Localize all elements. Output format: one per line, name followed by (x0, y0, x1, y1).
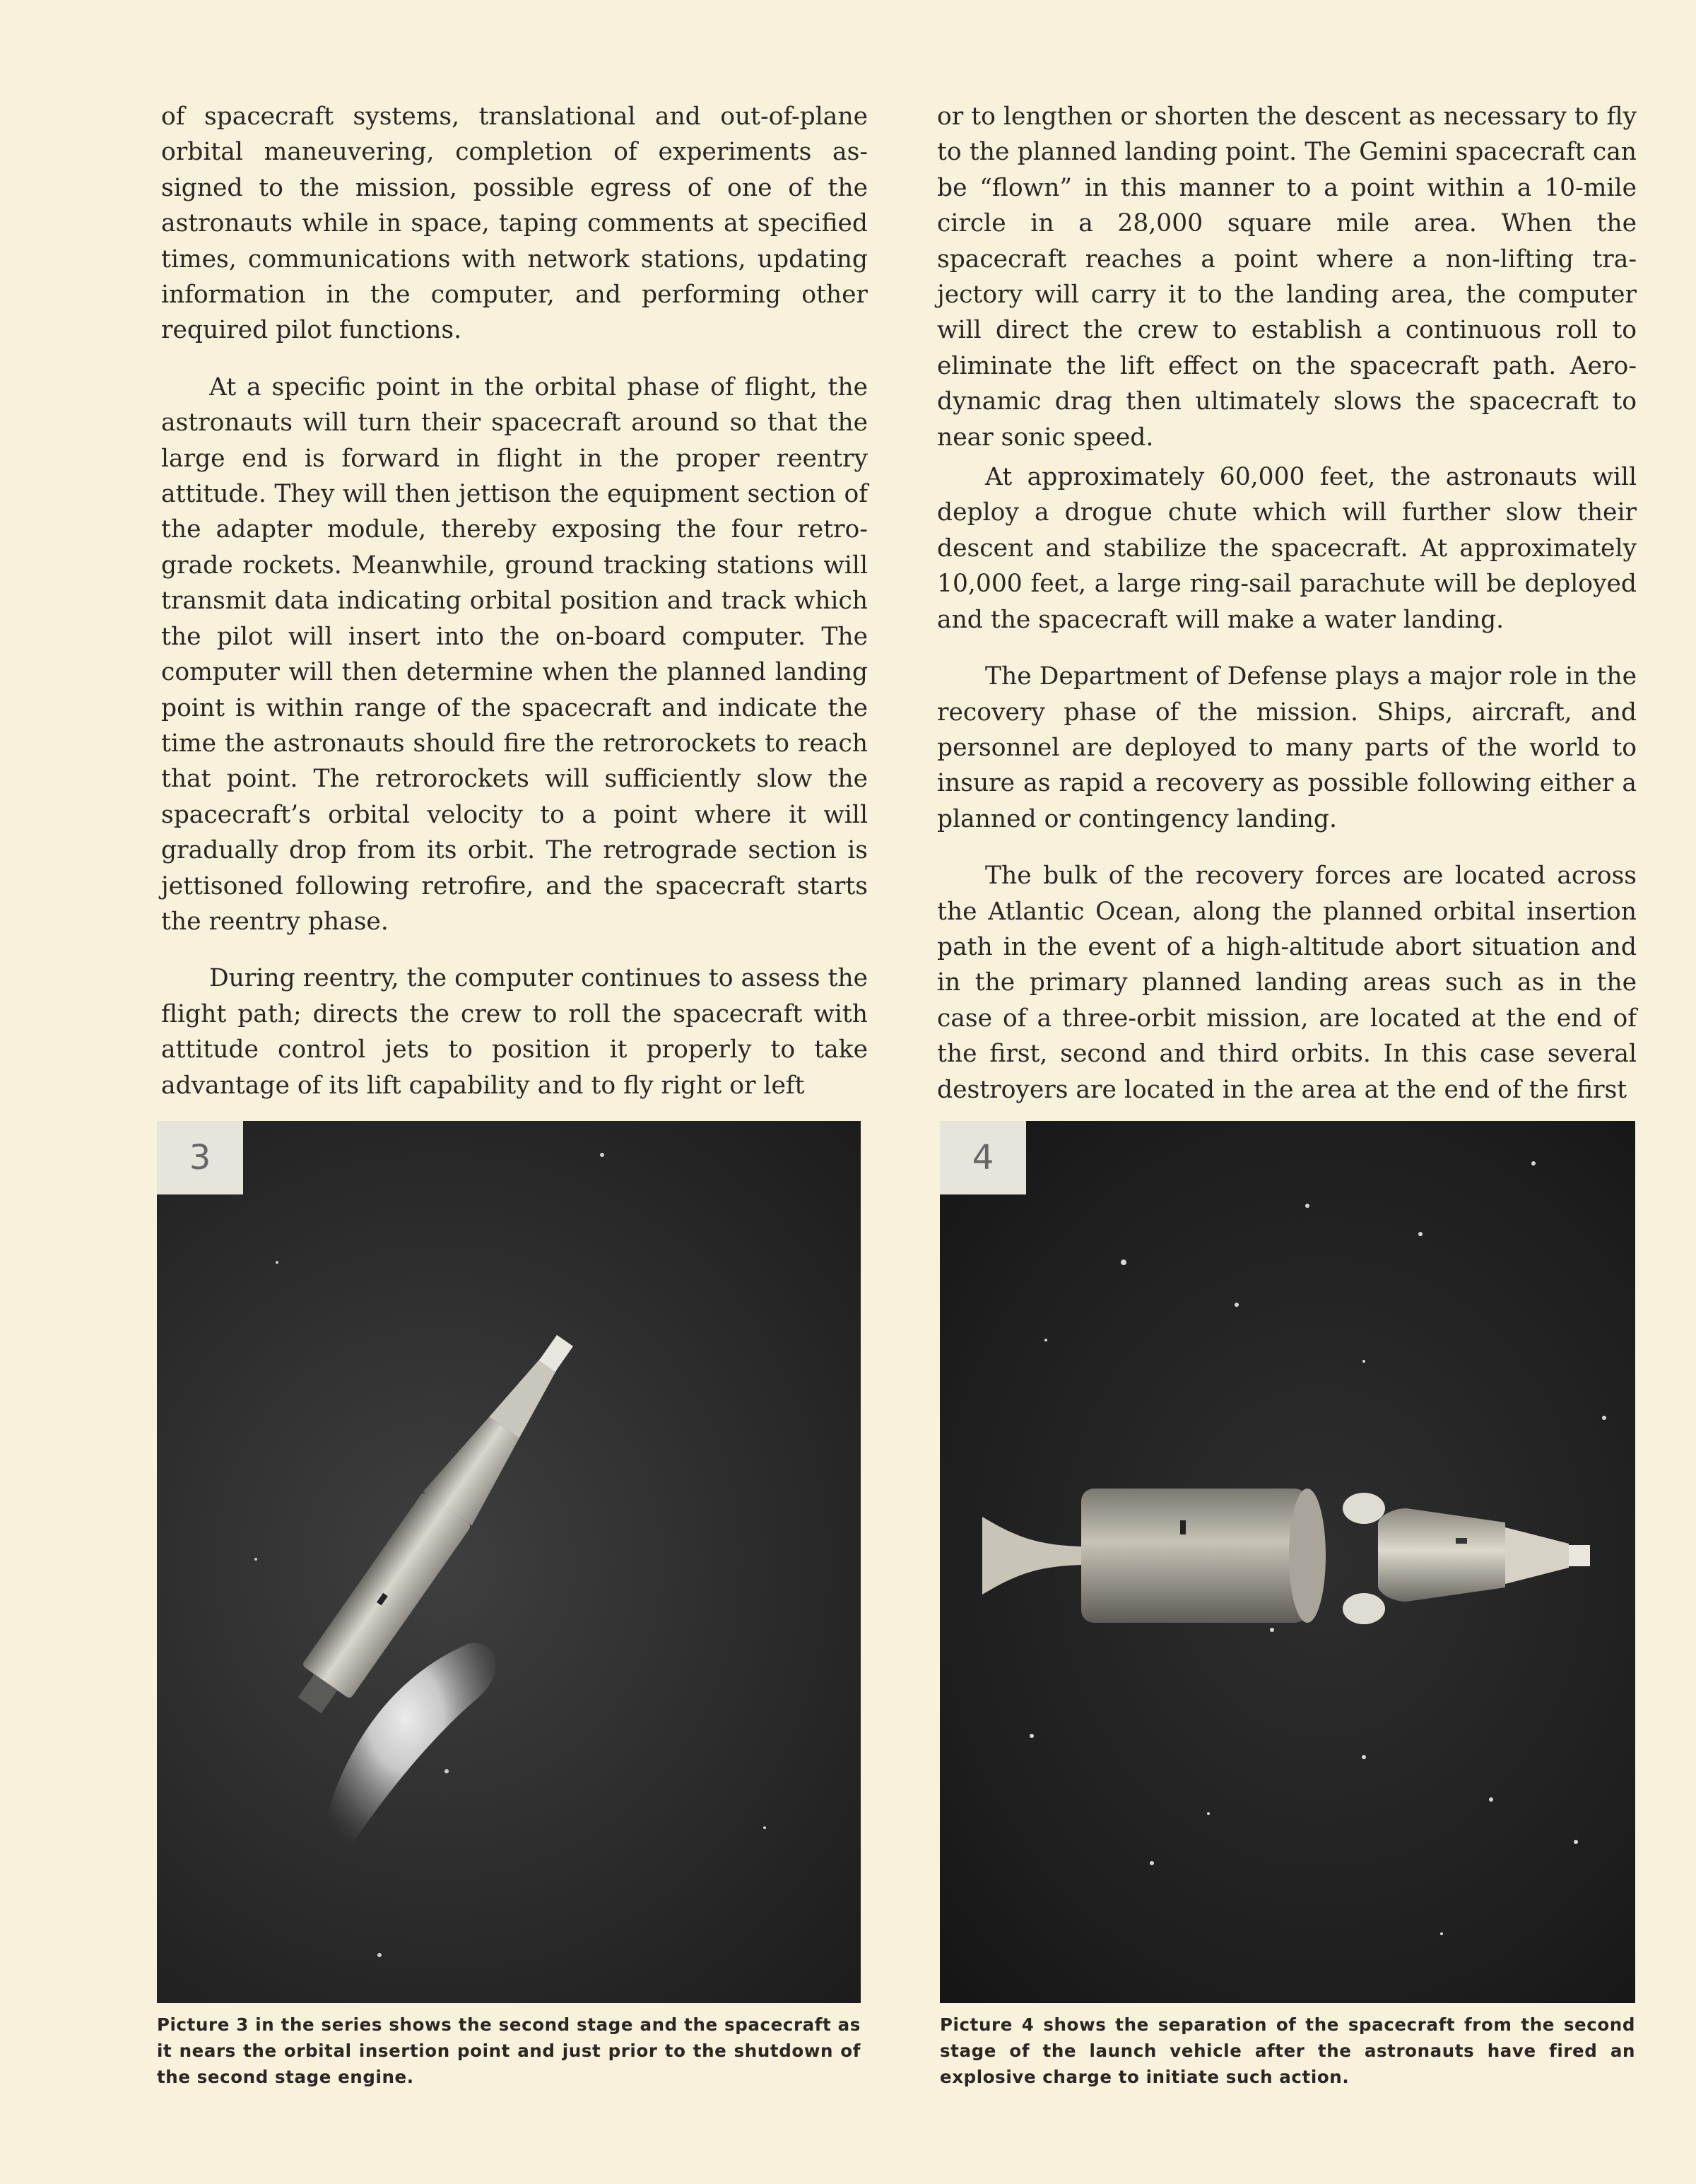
figure-4-caption: Picture 4 shows the separation of the spacecraft from the second stage of the launch vehicle after the astronauts have fired an explosive charge to initiate such action. (940, 2014, 1635, 2087)
figure-3-caption: Picture 3 in the series shows the second stage and the spacecraft as it nears the orbital insertion point and just prior to the shutdown of the second stage engine. (157, 2014, 861, 2087)
right-text-column (937, 99, 1637, 1108)
figure-4-separation-photo (940, 1121, 1635, 2003)
paragraph: The bulk of the recovery forces are located across the Atlantic Ocean, along the planned orbital insertion path in the event of a high-altitude abort situation and in the primary planned landing areas such as in the case of a three-orbit mission, are located at the end of the first, second and third orbits. In this case several destroyers are located in the area at the end of the first (937, 862, 1637, 1104)
paragraph: At approximately 60,000 feet, the astronauts will deploy a drogue chute which will further slow their descent and stabilize the spacecraft. At approximately 10,000 feet, a large ring-sail parachute will be deployed and the spacecraft will make a water landing. (937, 463, 1637, 634)
paragraph: During reentry, the computer continues to assess the flight path; directs the crew to roll the spacecraft with attitude control jets to position it properly to take advantage of its lift capability and to fly right or left (161, 964, 868, 1100)
left-text-column (161, 99, 868, 1103)
rocket-illustration (157, 1121, 861, 2003)
separation-illustration (940, 1121, 1635, 2003)
figure-number-tab: 4 (940, 1121, 1026, 1194)
paragraph: or to lengthen or shorten the descent as necessary to fly to the planned landing point. The Gemini spacecraft can be “flown” in this manner to a point within a 10-mile circle in a 28,000 square mile area. When the spacecraft reaches a point where a non-lifting trajectory will carry it to the landing area, the computer will direct the crew to establish a continuous roll to eliminate the lift effect on the spacecraft path. Aerodynamic drag then ultimately slows the spacecraft to near sonic speed. (937, 102, 1637, 452)
paragraph: of spacecraft systems, translational and out-of-plane orbital maneuvering, completion of experiments assigned to the mission, possible egress of one of the astronauts while in space, taping comments at specified times, communications with network stations, updating information in the computer, and performing other required pilot functions. (161, 102, 868, 345)
paragraph: At a specific point in the orbital phase of flight, the astronauts will turn their spacecraft around so that the large end is forward in flight in the proper reentry attitude. They will then jettison the equipment section of the adapter module, thereby exposing the four retrograde rockets. Meanwhile, ground tracking stations will transmit data indicating orbital position and track which the pilot will insert into the on-board computer. The computer will then determine when the planned landing point is within range of the spacecraft and indicate the time the astronauts should fire the retrorockets to reach that point. The retrorockets will sufficiently slow the spacecraft’s orbital velocity to a point where it will gradually drop from its orbit. The retrograde section is jettisoned following retrofire, and the spacecraft starts the reentry phase. (161, 372, 868, 936)
figure-number-tab: 3 (157, 1121, 243, 1194)
paragraph: The Department of Defense plays a major role in the recovery phase of the mission. Ships, aircraft, and personnel are deployed to many parts of the world to insure as rapid a recovery as possible following either a planned or contingency landing. (937, 662, 1637, 833)
figure-3-rocket-photo (157, 1121, 861, 2003)
